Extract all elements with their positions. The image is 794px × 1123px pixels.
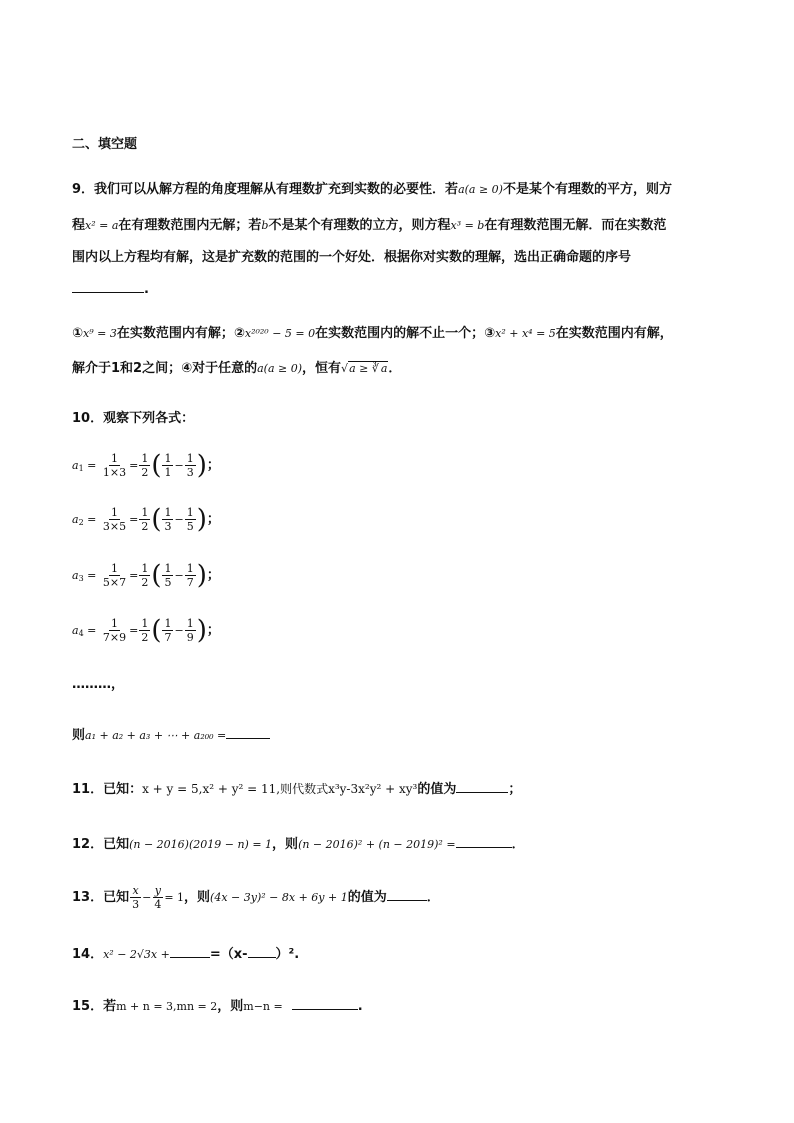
q11 xyxy=(72,780,521,799)
q15 xyxy=(72,997,363,1016)
q12-math: (n − 2016)² + (n − 2019)² = xyxy=(298,838,456,851)
q14-text: =（x- xyxy=(209,947,248,962)
q11-math: x + y = 5,x² + y² = 11,则代数式x³y-3x²y² + xy³ xyxy=(142,782,418,796)
frac-den: 7 xyxy=(186,576,194,589)
frac-num: 1 xyxy=(110,452,118,465)
formula-lhs: a xyxy=(72,513,79,526)
answer-blank[interactable] xyxy=(170,945,210,958)
frac-num: 1 xyxy=(141,452,149,465)
q9-text: ． xyxy=(388,361,402,376)
formula-lhs: a xyxy=(72,569,79,582)
q10-text: ； xyxy=(206,623,220,638)
q13-text: ，则 xyxy=(184,890,211,905)
formula-index: 1 xyxy=(78,464,84,473)
q9-text: . xyxy=(144,282,149,297)
frac-num: 1 xyxy=(110,617,118,630)
frac-num: 1 xyxy=(164,562,172,575)
fraction xyxy=(101,562,128,589)
q9-text: 不是某个有理数的平方，则方 xyxy=(502,182,672,197)
frac-num: 1 xyxy=(186,452,194,465)
frac-den: 3 xyxy=(186,466,194,479)
formula-lhs: a xyxy=(72,624,79,637)
fraction xyxy=(101,452,128,479)
q10-formula: $a_1$ = $\frac{1}{1\times 3}$ = $\frac{1}{2}$ ( $\frac{1}{1}$ − $\frac{1}{3}$ )； xyxy=(72,450,220,481)
frac-num: 1 xyxy=(141,617,149,630)
q10-formula: $a_2$ = $\frac{1}{3\times 5}$ = $\frac{1}{2}$ ( $\frac{1}{3}$ − $\frac{1}{5}$ )； xyxy=(72,504,220,535)
frac-den: 1×3 xyxy=(102,466,127,479)
q9-text: 在实数范围内有解， xyxy=(555,326,673,341)
q9-math: x² + x⁴ = 5 xyxy=(495,327,556,340)
q11-text: 的值为 xyxy=(417,782,457,797)
q13-math: − xyxy=(142,891,152,904)
q12-text: ． xyxy=(511,837,525,852)
answer-blank[interactable] xyxy=(456,835,512,848)
q10-title: 10．观察下列各式： xyxy=(72,411,195,426)
frac-den: 2 xyxy=(141,631,149,644)
frac-den: 5 xyxy=(186,520,194,533)
q9-options-1 xyxy=(72,325,673,343)
frac-num: 1 xyxy=(141,506,149,519)
frac-num: x xyxy=(132,884,139,897)
fraction xyxy=(185,506,196,533)
q9-math: x³ = b xyxy=(450,219,485,232)
formula-index: 2 xyxy=(78,518,84,527)
fraction xyxy=(185,562,196,589)
answer-blank[interactable] xyxy=(226,726,270,739)
q9-line-1 xyxy=(72,181,672,199)
fraction xyxy=(139,562,150,589)
formula-index: 3 xyxy=(78,574,84,583)
q9-line-3: 围内以上方程均有解，这是扩充数的范围的一个好处．根据你对实数的理解，选出正确命题的序号 xyxy=(72,250,632,265)
fraction xyxy=(139,452,150,479)
q10-formula: $a_3$ = $\frac{1}{5\times 7}$ = $\frac{1}{2}$ ( $\frac{1}{5}$ − $\frac{1}{7}$ )； xyxy=(72,560,220,591)
frac-den: 3×5 xyxy=(102,520,127,533)
q9-math: b xyxy=(261,219,269,232)
q13-text: 的值为 xyxy=(347,890,387,905)
q15-text: ，则 xyxy=(217,999,244,1014)
answer-blank[interactable] xyxy=(248,945,276,958)
frac-den: 1 xyxy=(164,466,172,479)
frac-num: 1 xyxy=(164,506,172,519)
q13-text: 13．已知 xyxy=(72,890,130,905)
q12-math: (n − 2016)(2019 − n) = 1 xyxy=(129,838,273,851)
frac-den: 5 xyxy=(164,576,172,589)
frac-den: 7 xyxy=(164,631,172,644)
q9-text: 在有理数范围内无解；若 xyxy=(118,218,262,233)
q9-math: x²⁰²⁰ − 5 = 0 xyxy=(244,327,316,340)
frac-den: 9 xyxy=(186,631,194,644)
fraction xyxy=(162,452,173,479)
fraction xyxy=(139,617,150,644)
fraction xyxy=(162,617,173,644)
frac-num: y xyxy=(154,884,161,897)
frac-den: 2 xyxy=(141,466,149,479)
q12-text: 12．已知 xyxy=(72,837,130,852)
q9-text: ① xyxy=(72,326,84,341)
answer-blank[interactable] xyxy=(456,780,508,793)
fraction xyxy=(139,506,150,533)
frac-num: 1 xyxy=(141,562,149,575)
q12-text: ，则 xyxy=(272,837,299,852)
q9-text: 在实数范围内有解；② xyxy=(116,326,245,341)
q9-options-2 xyxy=(72,360,401,378)
frac-den: 2 xyxy=(141,520,149,533)
q9-math: x² = a xyxy=(85,219,119,232)
q9-math: x⁹ = 3 xyxy=(83,327,117,340)
q14-text: ）². xyxy=(275,947,300,962)
frac-num: 1 xyxy=(110,562,118,575)
frac-den: 2 xyxy=(141,576,149,589)
fraction xyxy=(130,884,141,911)
q15-math: m−n = xyxy=(243,1000,283,1013)
frac-den: 4 xyxy=(154,898,162,911)
q9-text: 在有理数范围无解．而在实数范 xyxy=(484,218,667,233)
q9-text: ，恒有 xyxy=(302,361,342,376)
q15-math: m + n = 3,mn = 2 xyxy=(116,1000,218,1013)
q13-math: = 1 xyxy=(164,891,185,904)
q10-dots: ………， xyxy=(72,677,125,692)
frac-den: 5×7 xyxy=(102,576,127,589)
q9-text: 不是某个有理数的立方，则方程 xyxy=(268,218,451,233)
q9-text: 程 xyxy=(72,218,86,233)
formula-lhs: a xyxy=(72,459,79,472)
q10-ask xyxy=(72,726,270,745)
q9-math: a xyxy=(380,362,388,375)
q13-text: ． xyxy=(426,890,440,905)
q13 xyxy=(72,884,440,911)
fraction xyxy=(162,506,173,533)
q11-text: 11．已知： xyxy=(72,782,143,797)
q9-text: 解介于1和2之间；④对于任意的 xyxy=(72,361,258,376)
frac-num: 1 xyxy=(164,452,172,465)
frac-num: 1 xyxy=(186,562,194,575)
q9-math: a ≥ ∛ xyxy=(349,362,379,375)
q11-text: ； xyxy=(508,782,522,797)
q10-text: ； xyxy=(206,568,220,583)
q9-number: 9． xyxy=(72,182,95,197)
fraction xyxy=(162,562,173,589)
fraction xyxy=(101,617,128,644)
q9-line-4 xyxy=(72,280,149,299)
q13-math: (4x − 3y)² − 8x + 6y + 1 xyxy=(210,891,348,904)
frac-num: 1 xyxy=(164,617,172,630)
q10-formula: $a_4$ = $\frac{1}{7\times 9}$ = $\frac{1}{2}$ ( $\frac{1}{7}$ − $\frac{1}{9}$ )； xyxy=(72,615,220,646)
q9-line-2 xyxy=(72,217,666,235)
q10-text: ； xyxy=(206,458,220,473)
sqrt-expression: √a ≥ ∛ a xyxy=(341,362,388,375)
formula-index: 4 xyxy=(78,629,84,638)
answer-blank[interactable] xyxy=(292,997,358,1010)
q9-math: a(a ≥ 0) xyxy=(257,362,303,375)
fraction xyxy=(185,617,196,644)
section-title: 二、填空题 xyxy=(72,137,138,152)
frac-num: 1 xyxy=(186,617,194,630)
answer-blank[interactable] xyxy=(72,280,144,293)
fraction xyxy=(152,884,163,911)
frac-den: 3 xyxy=(164,520,172,533)
answer-blank[interactable] xyxy=(387,888,427,901)
q15-text: . xyxy=(357,999,363,1014)
frac-num: 1 xyxy=(186,506,194,519)
q14-text: 14． xyxy=(72,947,104,962)
q9-math: a(a ≥ 0) xyxy=(458,183,503,196)
q10-text: 则 xyxy=(72,728,86,743)
fraction xyxy=(101,506,128,533)
frac-den: 3 xyxy=(132,898,140,911)
q15-text: 15．若 xyxy=(72,999,117,1014)
q10-text: ； xyxy=(206,512,220,527)
frac-num: 1 xyxy=(110,506,118,519)
q9-text: 我们可以从解方程的角度理解从有理数扩充到实数的必要性．若 xyxy=(94,182,459,197)
fraction xyxy=(185,452,196,479)
q9-text: 在实数范围内的解不止一个；③ xyxy=(315,326,496,341)
q12 xyxy=(72,835,525,854)
q14 xyxy=(72,945,299,964)
q10-math: a₁ + a₂ + a₃ + ⋯ + a₂₀₀ = xyxy=(85,729,227,742)
frac-den: 7×9 xyxy=(102,631,127,644)
q14-math: x² − 2√3x + xyxy=(103,948,170,961)
